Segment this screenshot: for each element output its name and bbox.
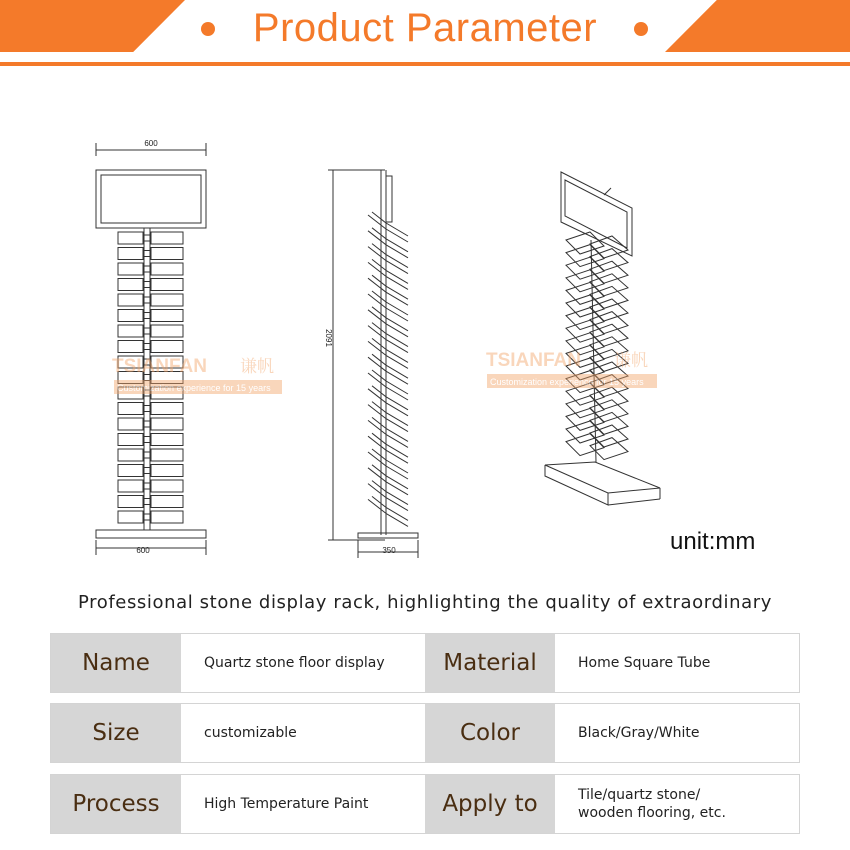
watermark-brand: TSIANFAN (112, 356, 207, 377)
side-base-depth-label: 350 (382, 546, 396, 555)
perspective-view-drawing (545, 172, 660, 505)
spec-row-3 (50, 774, 800, 834)
unit-label: unit:mm (670, 528, 756, 555)
watermark-brand-cn-2: 谦帆 (614, 351, 648, 370)
front-view-drawing (96, 143, 206, 555)
spec-key-process: Process (51, 775, 181, 833)
header-banner (0, 0, 850, 70)
technical-drawings (0, 120, 850, 580)
spec-row-2 (50, 703, 800, 763)
side-view-drawing (328, 170, 418, 558)
spec-value-material: Home Square Tube (578, 655, 711, 671)
spec-value-apply-to: Tile/quartz stone/ wooden flooring, etc. (578, 787, 726, 821)
tagline: Professional stone display rack, highlighting the quality of extraordinary (77, 592, 773, 613)
front-top-width-label: 600 (144, 139, 158, 148)
page-title: Product Parameter (252, 6, 598, 50)
watermark-brand-cn: 谦帆 (240, 357, 274, 376)
spec-key-size: Size (51, 704, 181, 762)
watermark-slogan-2: Customization experience for 15 years (490, 377, 644, 387)
watermark-brand-2: TSIANFAN (486, 350, 581, 371)
spec-key-color: Color (425, 704, 555, 762)
spec-key-name: Name (51, 634, 181, 692)
spec-key-material: Material (425, 634, 555, 692)
spec-key-apply-to: Apply to (425, 775, 555, 833)
spec-value-process: High Temperature Paint (204, 796, 369, 812)
front-base-width-label: 600 (136, 546, 150, 555)
watermark-perspective (486, 350, 657, 388)
side-height-label: 2091 (324, 329, 333, 347)
watermark-front (112, 356, 282, 394)
watermark-slogan: Customization experience for 15 years (117, 383, 271, 393)
spec-value-color: Black/Gray/White (578, 725, 700, 741)
spec-row-1 (50, 633, 800, 693)
banner-underline (0, 62, 850, 66)
spec-value-name: Quartz stone floor display (204, 655, 385, 671)
spec-value-size: customizable (204, 725, 297, 741)
